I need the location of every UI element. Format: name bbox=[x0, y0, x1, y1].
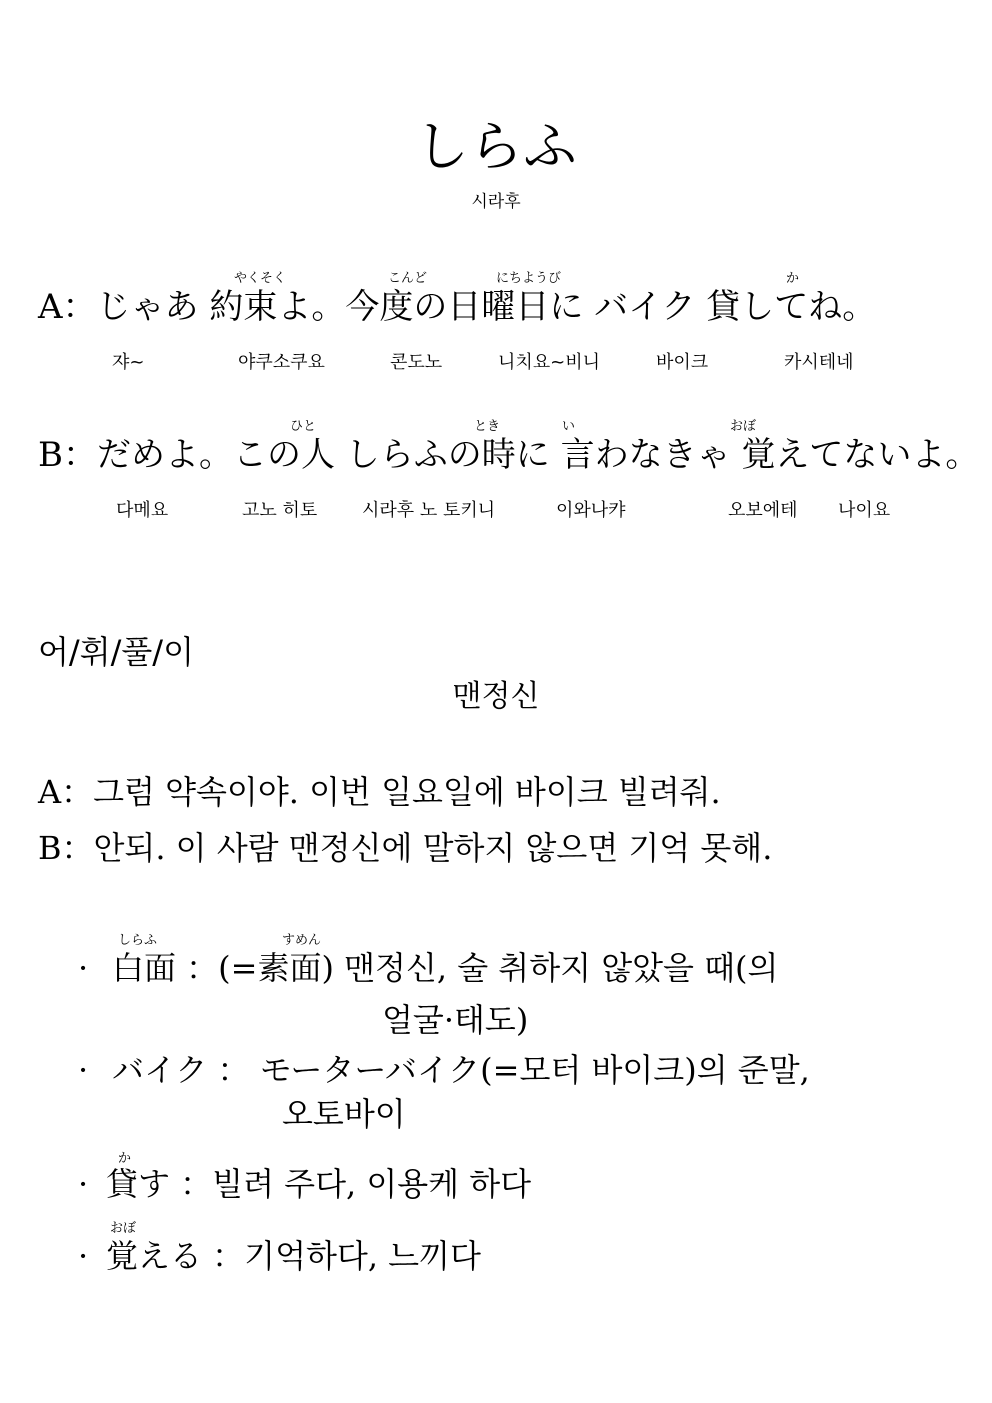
gloss-1-line2: 얼굴·태도) bbox=[382, 1001, 529, 1039]
reading-b-3: 시라후 노 토키니 bbox=[362, 500, 496, 521]
furigana-ka: か bbox=[786, 271, 800, 286]
dialogue-line-b: B：だめよ。この人 しらふの時に 言わなきゃ 覚えてないよ。 bbox=[38, 435, 980, 475]
gloss-3-line1: 貸す ：빌려 주다, 이용케 하다 bbox=[106, 1165, 532, 1203]
gloss-4-bullet: · bbox=[78, 1237, 89, 1275]
furigana-yakusoku: やくそく bbox=[234, 271, 287, 286]
gloss-1-inner-ruby: すめん bbox=[282, 933, 322, 948]
reading-a-3: 콘도노 bbox=[390, 352, 443, 373]
gloss-3-ruby: か bbox=[118, 1151, 132, 1166]
furigana-nichiyoubi: にちようび bbox=[496, 271, 562, 286]
reading-a-4: 니치요~비니 bbox=[498, 352, 601, 373]
gloss-1-line1: 白面 ：(=素面) 맨정신, 술 취하지 않았을 때(의 bbox=[112, 949, 779, 987]
reading-b-6: 나이요 bbox=[838, 500, 891, 521]
dialogue-line-a: A：じゃあ 約束よ。今度の日曜日に バイク 貸してね。 bbox=[38, 287, 877, 327]
gloss-2-line1: バイク ： モーターバイク(=모터 바이크)의 준말, bbox=[112, 1051, 810, 1089]
page-title: しらふ bbox=[415, 115, 577, 178]
reading-b-1: 다메요 bbox=[116, 500, 169, 521]
vocab-heading: 어/휘/풀/이 bbox=[38, 633, 194, 671]
translation-a: A：그럼 약속이야. 이번 일요일에 바이크 빌려줘. bbox=[38, 773, 721, 811]
translation-b: B：안되. 이 사람 맨정신에 말하지 않으면 기억 못해. bbox=[38, 829, 773, 867]
furigana-obo: おぼ bbox=[730, 419, 757, 434]
gloss-1-bullet: · bbox=[78, 949, 89, 987]
title-reading: 시라후 bbox=[471, 192, 521, 212]
gloss-1-ruby: しらふ bbox=[118, 933, 158, 948]
reading-a-2: 야쿠소쿠요 bbox=[238, 352, 325, 373]
gloss-2-bullet: · bbox=[78, 1051, 89, 1089]
gloss-4-ruby: おぼ bbox=[110, 1221, 137, 1236]
reading-b-5: 오보에테 bbox=[728, 500, 798, 521]
reading-a-1: 쟈~ bbox=[112, 352, 145, 373]
furigana-kondo: こんど bbox=[388, 271, 428, 286]
furigana-toki: とき bbox=[474, 419, 501, 434]
gloss-2-line2: 오토바이 bbox=[282, 1095, 406, 1133]
gloss-3-bullet: · bbox=[78, 1165, 89, 1203]
reading-a-6: 카시테네 bbox=[784, 352, 854, 373]
vocab-word: 맨정신 bbox=[452, 679, 540, 714]
gloss-4-line1: 覚える ：기억하다, 느끼다 bbox=[106, 1237, 481, 1275]
reading-b-2: 고노 히토 bbox=[242, 500, 318, 521]
reading-b-4: 이와나캬 bbox=[556, 500, 626, 521]
reading-a-5: 바이크 bbox=[656, 352, 709, 373]
furigana-i: い bbox=[562, 419, 576, 434]
furigana-hito: ひと bbox=[290, 419, 317, 434]
